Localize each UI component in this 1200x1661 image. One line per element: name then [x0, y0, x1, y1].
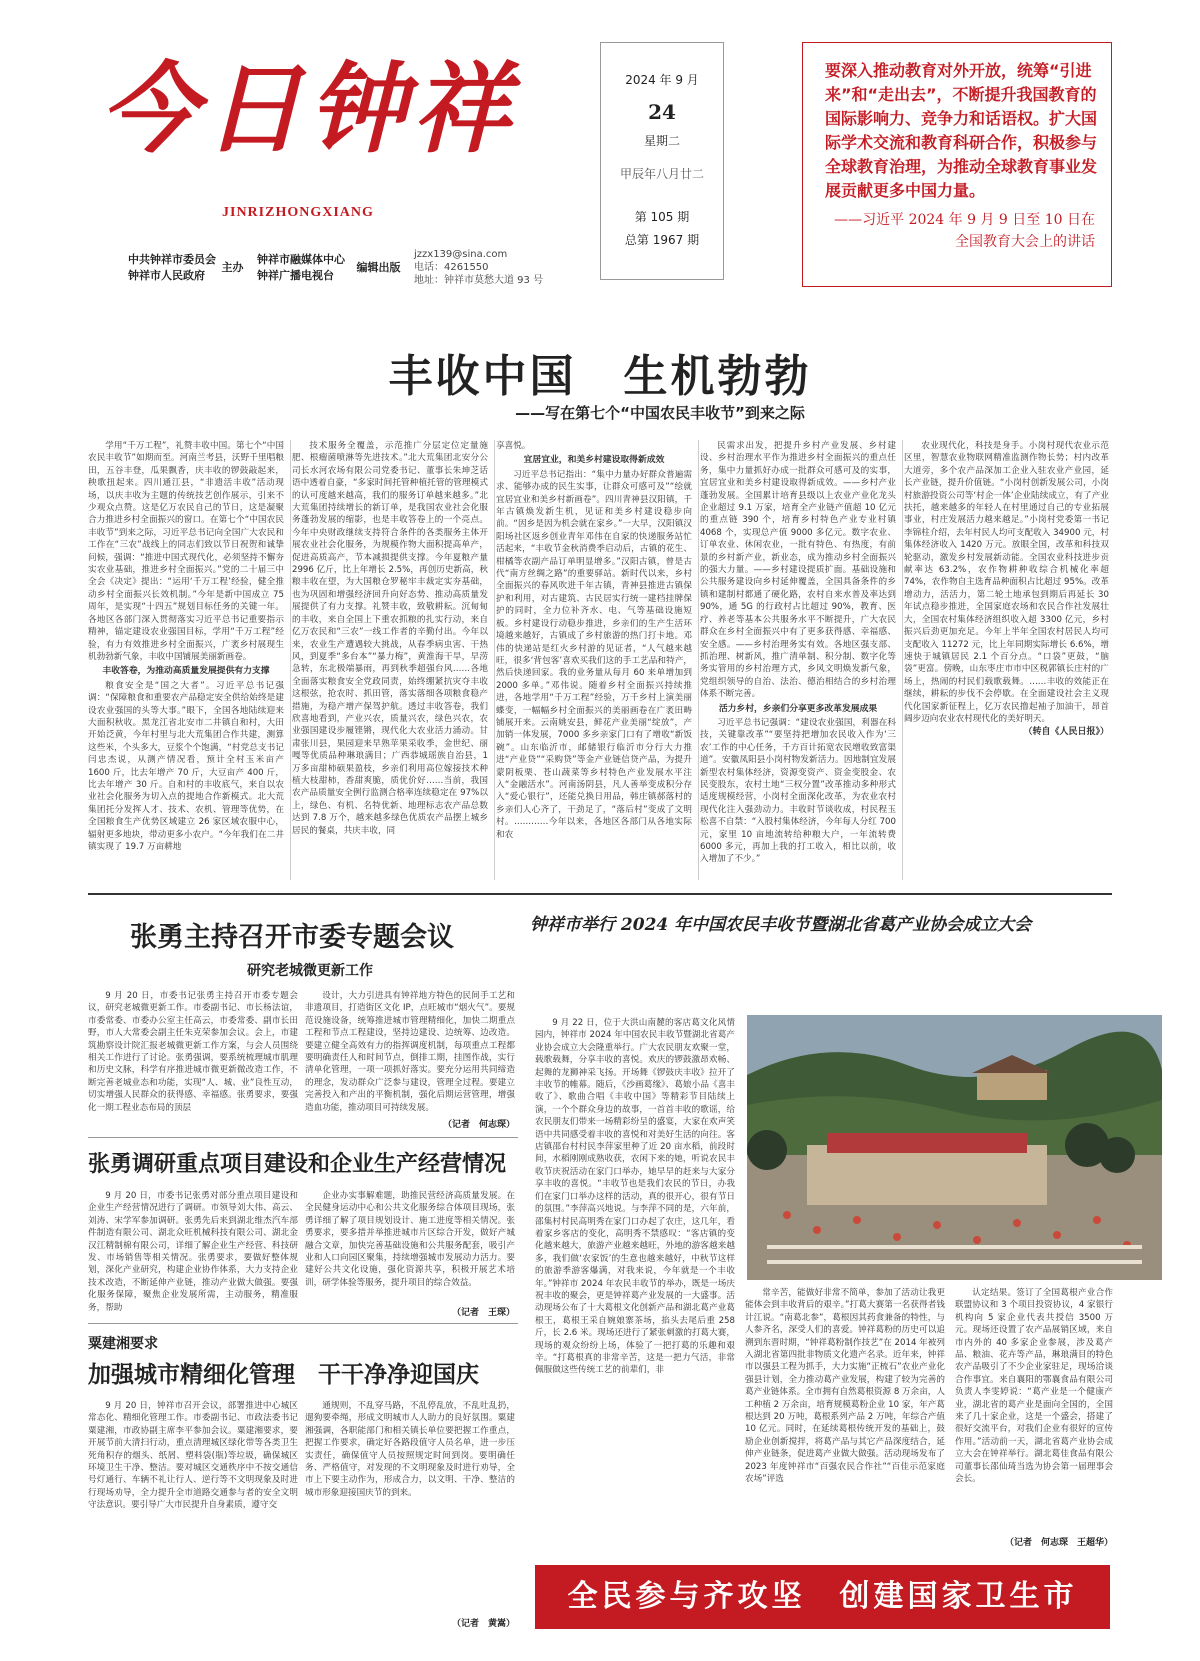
- festival-photo-illustration: [747, 1015, 1162, 1280]
- story4-column-2: [745, 1287, 945, 1552]
- lead-col2-text: 技术服务全覆盖，示范推广分层定位定量施肥、根瘤菌喷淋等先进技术。”北大荒集团北安分公司长水河农场有限公司党委书记、董事长朱坤芝话语中透着自豪，“多家时间托管种植托管的管理模式的认可度越来越高，我们的服务订单越来越多。”北大荒集团持续增长的新订单，是我国农业社会化服务蓬勃发展的缩影，也是丰收答卷上的一个亮点。今年中央财政继续支持符合条件的各类服务主体开展农业社会化服务，为规模作物大面积提高单产，促进高质高产，节本减损提供支撑。今年夏粮产量 2996 亿斤，比上年增长 2.5%，再创历史新高，秋粮丰收在望，为大国粮仓罗秘牢丰裁定实夯基础，也为巩固和增强经济回升向好态势、推动高质量发展提供了有力支撑。礼赞丰收，致敬耕耘。沉甸甸的丰收，来自全国上下重农抓粮的扎实行动，来自亿万农民和“三农”一线工作者的辛勤付出。今年以来，农业生产遭遇较大挑战，从春季病虫害、干热风，到夏季“多台本”“暴力梅”，黄淮海干旱，早涝急转，东北极端暴雨，再到秋季超强台风……各地全面落实粮食安全党政同责，始终绷紧抗灾夺丰收这根弦，抢农时、抓田管，落实落细各项粮食稳产措施，为稳产增产保驾护航。透过丰收答卷，我们欣喜地看到，产业兴农，质量兴农，绿色兴农，农业强国建设步履铿锵，现代化大农业活力涌动。甘肃张川县，果园迎来早熟苹果采收季，金世纪、丽嘎等优质品种琳琅满目；广西恭城瑶族自治县，1 万多亩甜柿硕果盈枝，乡亲们利用高位嫁接技术种植大枝甜柿，香甜爽脆，质优价好……当前，我国农产品质量安全例行监测合格率连续稳定在 97%以上，绿色、有机、名特优新、地理标志农产品总数达到 7.8 万个，越来越多绿色优质农产品摆上城乡居民的餐桌，共庆丰收，同: [292, 441, 488, 836]
- sponsor-left-2: 钟祥市人民政府: [128, 268, 205, 282]
- quote-text: 要深入推动教育对外开放，统筹“引进来”和“走出去”，不断提升我国教育的国际影响力、竞争力和话语权。扩大国际学术交流和教育科研合作，积极参与全球教育治理，为推动全球教育事业发展贡献更多中国力量。: [825, 61, 1098, 200]
- story3-byline: （记者 黄嵩）: [451, 1619, 515, 1629]
- story1-col1-text: 9 月 20 日，市委书记张勇主持召开市委专题会议，研究老城微更新工作。市委副书记、市长杨法谊，市委常委、市委办公室主任高云，市委常委、副市长田野，市人大常委会副主任朱克荣参加会议。会上，市建筑勘察设计院汇报老城微更新工作方案，与会人员围绕相关工作进行了讨论。张勇强调，要系统梳理城市肌理和历史文脉，科学有序推进城市微更新微改造工作，不断完善老城业态和功能，实现“人、城、业”良性互动，切实增强人民群众的获得感、幸福感。张勇要求，要强化一期工程业态布局的顶层: [88, 991, 298, 1113]
- story-divider: [88, 1137, 518, 1138]
- story1-col2-text: 设计，大力引进具有钟祥地方特色的民间手工艺和非遗项目，打造街区文化 IP，点旺城市“烟火气”。要规范设施设备，统筹推进城市管理精细化，加快二期重点工程和节点工程建设，坚持边建设、边统筹、边改造。要建立健全高效有力的指挥调度机制，每项重点工程都要明确责任人和时间节点，倒排工期，挂图作战，实行清单化管理，一项一项抓好落实。要充分运用共同缔造的理念，发动群众广泛参与建设，管理全过程。要建立完善投入和产出的平衡机制，强化后期运营管理，增强造血功能，推动项目可持续发展。: [305, 991, 515, 1113]
- story1-column-1: [88, 990, 298, 1130]
- sponsor-block: [128, 248, 543, 287]
- lead-col3-heading: 宜居宜业，和美乡村建设取得新成效: [523, 455, 665, 466]
- story4-title: 钟祥市举行 2024 年中国农民丰收节暨湖北省葛产业协会成立大会: [530, 915, 1032, 935]
- lead-col5-text: 农业现代化，科技是身手。小岗村现代农业示范区里，智慧农业物联网精准监测作物长势；村内改革大道旁，多个农产品深加工企业入驻农业产业园，延长产业链，提升价值链。“小岗村创新发展公司，小岗村旅游投资公司等‘村企一体’企业陆续成立，有了产业扶托，越来越多的年轻人在村里通过自己的专业拓展事业，村庄发展活力越来越足。”小岗村党委第一书记李锦柱介绍，去年村民人均可支配收入 34900 元，村集体经济收入 1420 万元。放眼全国，改革和科技双轮驱动，激发乡村发展新动能。全国农业科技进步贡献率达 63.2%，农作物耕种收综合机械化率超 74%，农作物自主选育品种面积占比超过 95%。改革增动力，活活力，第二轮土地承包到期后再延长 30 年试点稳步推进，全国家庭农场和农民合作社发展壮大，全国农村集体经济组织收入超 3300 亿元，乡村振兴后劲更加充足。今年上半年全国农村居民人均可支配收入 11272 元，比上年同期实际增长 6.6%，增速快于城镇居民 2.1 个百分点。“口袋”更鼓，“脑袋”更富。傍晚，山东枣庄市市中区税郭镇长庄村的广场上，热闹的村民们载歌载舞。……丰收的效能正在继续，耕耘的步伐不会停歇。在全面建设社会主义现代化国家新征程上，亿万农民撸起袖子加油干，昂首阔步迈向农业农村现代化的美好明天。: [904, 441, 1109, 724]
- quote-source: ——习近平 2024 年 9 月 9 日至 10 日在全国教育大会上的讲话: [834, 212, 1095, 250]
- date-day: 24: [648, 100, 676, 124]
- sponsor-left-1: 中共钟祥市委员会: [128, 252, 216, 266]
- masthead-title: 今日钟祥: [100, 52, 517, 167]
- story2-byline: （记者 王琛）: [451, 1308, 515, 1318]
- date-lunar: 甲辰年八月廿二: [619, 167, 704, 181]
- story2-column-2: [305, 1190, 515, 1305]
- story3-col1-text: 9 月 20 日，钟祥市召开会议，部署推进中心城区常态化、精细化管理工作。市委副书记、市政法委书记粟建湘，市政协副主席李平参加会议。粟建湘要求，要开展节前大清扫行动，重点清理城区绿化带等各类卫生死角积存的烟头、纸屑、塑料袋(瓶)等垃圾，确保城区环境卫生干净、整洁。要对城区交通秩序中不按交通信号灯通行、车辆不礼让行人、逆行等不文明现象及时进行现场劝导，全力提升全市道路交通参与者的安全文明守法意识。要引导广大市民提升自身素质，遵守交: [88, 1401, 298, 1511]
- lead-column-1: [88, 440, 291, 880]
- story2-col1-text: 9 月 20 日，市委书记张勇对部分重点项目建设和企业生产经营情况进行了调研。市领导刘大伟、高云、刘涛、宋学军参加调研。张勇先后来到湖北维杰汽车部件制造有限公司、湖北众旺机械科技有限公司、湖北金汉江精制棉有限公司，详细了解企业生产经营、科技研发、市场销售等相关情况。张勇要求，要做好整体规划，深化产业研究，构建企业协作体系，大力支持企业技术改造，不断延伸产业链，推动产业做大做强。要强化服务保障，聚焦企业发展所需，主动服务，精准服务，帮助: [88, 1191, 298, 1313]
- story3-column-2: [305, 1400, 515, 1610]
- story4-byline: （记者 何志琛 王超华）: [1004, 1538, 1113, 1548]
- story3-column-1: [88, 1400, 298, 1636]
- date-weekday: 星期二: [643, 134, 680, 148]
- lead-subheadline: ——写在第七个“中国农民丰收节”到来之际: [515, 404, 805, 422]
- lead-source: （转自《人民日报》）: [1023, 727, 1109, 738]
- story3-kicker: 粟建湘要求: [88, 1336, 158, 1352]
- story4-column-1: [535, 1017, 735, 1547]
- section-divider: [88, 893, 1112, 895]
- story4-col1-text: 9 月 22 日，位于大洪山南麓的客店葛文化风情园内，钟祥市 2024 年中国农民丰收节暨湖北省葛产业协会成立大会隆重举行。广大农民朋友欢聚一堂，载歌载舞，分享丰收的喜悦。欢庆的锣鼓激昂欢畅、起舞的龙狮神采飞扬。开场舞《锣鼓庆丰收》拉开了丰收节的帷幕。随后，《沙画葛缘》、葛娘小品《喜丰收了》、歌曲合唱《丰收中国》等精彩节目陆续上演，一个个群众身边的故事，一首首丰收的歌谣，给农民朋友们带来一场精彩纷呈的盛宴，大家在欢声笑语中共同感受着丰收的喜悦和对美好生活的向往。客店镇邵台村村民李萍家里种了近 20 亩水稻，前段时间，水稻刚刚成熟收获，农闲下来的她，听说农民丰收节庆祝活动在家门口举办，她早早的赶来与大家分享丰收的喜悦。“丰收节也是我们农民的节日，办我们在家门口举办这样的活动，真的很开心，很有节日的氛围。”李萍高兴地说。与李萍不同的是，六年前，邵集村村民高明秀在家门口办起了农庄，这几年，看着家乡客店的变化，高明秀不禁感叹：“客店镇的变化越来越大，旅游产业越来越旺，外地的游客越来越多，我们做‘农家饭’的生意也越来越好，中秋节这样的旅游季游客爆满，对我来说，今年就是一个丰收年。”钟祥市 2024 年农民丰收节的举办，既是一场庆祝丰收的聚会，更是钟祥葛产业发展的一大盛事。活动现场公布了十大葛根文化创新产品和湖北葛产业葛根王，葛根王采自婉娘寨茶场，掐头去尾后重 258 斤，长 2.6 米。现场还进行了紧张刺激的打葛大赛，现场的观众纷纷上场，体验了一把打葛的乐趣和艰辛。“打葛根真的非常辛苦，这是一把力气活，非常佩服做这些传统工艺的前辈们，非: [535, 1018, 735, 1376]
- story4-col3-text: 认定结果。签订了全国葛根产业合作联盟协议和 3 个项目投资协议，4 家银行机构向 5 家企业代表共授信 3500 万元。现场还设置了农产品展销区域，来自市内外的 40 多家企业参展，涉及葛产品、粮油、花卉等产品，琳琅满目的特色农产品吸引了不少企业家驻足，现场洽谈合作事宜。来自襄阳的鄂襄食品有限公司负责人李雯婷说：“葛产业是一个健康产业，湖北省的葛产业是面向全国的，全国来了几十家企业，这是一个盛会，搭建了很好交流平台，对我们企业有很好的宣传作用。”活动前一天，湖北省葛产业协会成立大会在钟祥举行。湖北葛佳食品有限公司董事长邵仙琦当选为协会第一届理事会会长。: [955, 1288, 1113, 1485]
- sponsor-right-1: 钟祥市融媒体中心: [257, 252, 345, 266]
- civic-banner: 全民参与齐攻坚 创建国家卫生市: [535, 1565, 1110, 1629]
- story1-byline: （记者 何志琛）: [442, 1120, 515, 1130]
- masthead-pinyin: JINRIZHONGXIANG: [222, 205, 374, 220]
- story2-title: 张勇调研重点项目建设和企业生产经营情况: [88, 1151, 507, 1177]
- quote-box: [802, 42, 1112, 287]
- lead-col4-text: 民需求出发，把提升乡村产业发展、乡村建设、乡村治理水平作为推进乡村全面振兴的重点任务，集中力量抓好办成一批群众可感可及的实事，宜居宜业和美乡村建设取得新成效。——乡村产业蓬勃发展。全国累计培育县级以上农业产业化龙头企业超过 9.1 万家，培育全产业链产值超 10 亿元的重点链 390 个，培育乡村特色产业专业村镇 4068 个，实现总产值 9000 多亿元。数字农业、订单农业、休闲农业，一批有特色、有热度，有前景的乡村新产业，新业态，成为推动乡村全面振兴的强大力量。——乡村建设提质扩面。基础设施和公共服务建设向乡村延伸覆盖，全国具备条件的乡镇和建制村都通了硬化路，农村自来水普及率达到 90%，通 5G 的行政村占比超过 90%，教育、医疗、养老等基本公共服务水平不断提升，广大农民群众在乡村全面振兴中有了更多获得感、幸福感、安全感。——乡村治理务实有效。各地区强支部、抓治理、树新风，推广清单制、积分制、数字化等务实管用的乡村治理方式，乡风文明焕发新气象，党组织领导的自治、法治、德治相结合的乡村治理体系不断完善。: [700, 441, 896, 700]
- lead-col4-heading: 活力乡村，乡亲们分享更多改革发展成果: [718, 703, 878, 714]
- story2-column-1: [88, 1190, 298, 1314]
- lead-col3-text: 习近平总书记指出：“集中力量办好群众普遍需求、能够办成的民生实事，让群众可感可及”“绘就宜居宜业和美乡村新画卷”。四川青神县汉阳镇，千年古镇焕发新生机，见证和美乡村建设稳步向前。“因乡是因为机会就在家乡。”一大早，汉阳镇汉阳场社区返乡创业青年邓伟在自家的快递服务站忙活起来，“丰收节金秋消费季启动后，古镇的花生、柑橘等农副产品订单明显增多。”汉阳古镇，曾是古代“南方丝绸之路”的重要驿站。新时代以来，乡村全面振兴的春风吹进千年古镇，青神县推进古镇保护和利用，对古建筑、古民居实行统一建档挂牌保护的同时，全力位补齐水、电、气等基础设施短板。乡村建设行动稳步推进，乡亲们的生产生活环境越来越好，古镇成了乡村旅游的热门打卡地。邓伟的快递站是红火乡村游的见证者，“人气越来越旺，很多‘背包客’喜欢买我们这的手工艺品和特产，然后快递回家。我的业务量从每月 60 来单增加到 2000 多单。”邓伟说。随着乡村全面振兴持续推进，各地学用“千万工程”经验，万千乡村上演美丽蝶变，一幅幅乡村全面振兴的美丽画卷在广袤田畴铺展开来。云南姚安县，鲜花产业美丽“绽放”，产加销一体发展，7000 多乡亲家门口有了增收“新饭碗”。山东临沂市，邮储银行临沂市分行大力推进“产业贷”“采购贷”等金产业链信贷产品，为提升蒙阴板栗、苍山蔬菜等乡村特色产业发展水平注入“金融活水”。河南汤阴县，凡人善举变成积分存入“爱心银行”，还能兑换日用品，韩庄镇郝落村的乡亲们人心齐了，干劲足了，“落后村”变成了文明村。…………今年以来，各地区各部门从各地实际和农: [496, 469, 692, 840]
- sponsor-tag: 主办: [221, 260, 244, 274]
- lead-column-4: [700, 440, 903, 880]
- story3-col2-text: 通规则，不乱穿马路，不乱停乱放，不乱吐乱扔，遛狗要牵绳，形成文明城市人人助力的良好氛围。粟建湘强调，各职能部门和相关镇长单位要把握工作重点，把握工作要求，确定好各路段值守人员名单，进一步压实责任，确保值守人员按照规定时间到岗。要明确任务、严格值守，对发现的不文明现象及时进行劝导，全市上下要主动作为，形成合力，以文明、干净、整洁的城市形象迎接国庆节的到来。: [305, 1401, 515, 1498]
- lead-col1-text: 学用“千万工程”，礼赞丰收中国。第七个“中国农民丰收节”如期而至。河南兰考县，沃野千里唱粮田，五谷丰登，瓜果飘香，庆丰收的锣鼓敲起来，秧歌扭起来。四川通江县，“非遗活丰收”活动现场，以庆丰收为主题的传统技艺创作展示，引来不少观众点赞。这是亿万农民自己的节日，这是凝聚合力推进乡村全面振兴的窗口。在第七个“中国农民丰收节”到来之际，习近平总书记向全国广大农民和工作在“三农”战线上的同志们致以节日祝贺和诚挚问候，强调：“推进中国式现代化，必须坚持不懈夯实农业基础，推进乡村全面振兴。”党的二十届三中全会《决定》提出：“运用‘千万工程’经验，健全推动乡村全面振兴长效机制。”今年是新中国成立 75 周年，是实现“十四五”规划目标任务的关键一年。各地区各部门深入贯彻落实习近平总书记重要指示精神，锚定建设农业强国目标，学用“千万工程”经验，有力有效推进乡村全面振兴，广袤乡村展现生机勃勃新气象，丰收中国铺展美丽新画卷。: [88, 441, 284, 662]
- lead-column-2: [292, 440, 495, 880]
- sponsor-right-2: 钟祥广播电视台: [257, 268, 334, 282]
- story1-subtitle: 研究老城微更新工作: [247, 963, 373, 979]
- lead-col3-intro: 享喜悦。: [496, 441, 531, 451]
- issue-number: 第 105 期: [634, 210, 690, 224]
- lead-col1b-text: 粮食安全是“国之大者”。习近平总书记强调：“保障粮食和重要农产品稳定安全供给始终是建设农业强国的头等大事。”眼下，全国各地陆续迎来大面积秋收。黑龙江省北安市二井镇自和村，大田开始泛黄，今年村里与北大荒集团合作共建，测算这些米，个头多大，豆浆个个饱满，“村党总支书记闫忠杰说，从测产情况看，预计全村玉米亩产 1600 斤，比去年增产 70 斤，大豆亩产 400 斤，比去年增产 30 斤。自和村的丰收底气，来自以农业社会化服务为切入点的提地合作新模式。北大荒集团托分发挥人才、技术、农机、管理等优势，在全国粮食生产优势区域建立 26 家区域农服中心，辐射更多地块，带动更多小农户。“今年我们在二井镇实现了 19.7 万亩耕地: [88, 680, 284, 852]
- story3-title: 加强城市精细化管理 干干净净迎国庆: [88, 1361, 479, 1388]
- date-year-month: 2024 年 9 月: [625, 73, 699, 87]
- lead-column-3: [496, 440, 699, 880]
- festival-photo: [747, 1015, 1162, 1280]
- story1-title: 张勇主持召开市委专题会议: [130, 922, 454, 953]
- contact-address: 地址：钟祥市莫愁大道 93 号: [414, 275, 544, 286]
- date-box: [600, 42, 724, 280]
- lead-col4b-text: 习近平总书记强调：“建设农业强国，利器在科技，关键靠改革”“要坚持把增加农民收入作为‘三农’工作的中心任务，千方百计拓宽农民增收致富渠道”。安徽凤阳县小岗村物发新活力。因地制宜发展新型农村集体经济，资源变资产、资金变股金、农民变股东，农村土地“三权分置”改革推动多种形式适度规模经营，小岗村全面深化改革，为农业农村现代化注入强劲动力。丰收时节谈收成，村民程玉松喜不自禁：“入股村集体经济，今年每人分红 700 元，家里 10 亩地流转给种粮大户，一年流转费 6000 多元，再加上我的打工收入，相比以前，收入增加了不少。”: [700, 717, 896, 865]
- lead-col1-heading: 丰收答卷，为推动高质量发展提供有力支撑: [102, 666, 270, 677]
- contact-phone: 电话：4261550: [414, 262, 489, 273]
- masthead-logo: [100, 52, 520, 205]
- story-divider-2: [88, 1323, 518, 1324]
- story4-col2-text: 常辛苦，能做好非常不简单，参加了活动让我更能体会到丰收背后的艰辛。”打葛大赛第一名获得者钱计江说。“南葛北参”，葛根因其药食兼备的特性，与人参齐名，深受人们的喜爱。钟祥葛粉的历史可以追溯到东晋时期，“钟祥葛粉制作技艺”在 2014 年被列入湖北省第四批非物质文化遗产名录。近年来，钟祥市以强县工程为抓手，大力实施“正梳石”农业产业化强县计划，全力推动葛产业发展，构建了较为完善的葛产业链体系。全市拥有自然葛根资源 8 万余亩，人工种植 2 万余亩，培育规模葛粉企业 10 家，年产葛根达到 20 万吨，葛根系列产品 2 万吨，年综合产值 10 亿元。同时，在延续葛根传统开发的基础上，鼓励企业创新搅拌，将葛产品与其它产品深度结合，延伸产业链条，促进葛产业做大做强。活动现场发布了 2023 年度钟祥市“百强农民合作社”“百佳示范家庭农场”评选: [745, 1288, 945, 1485]
- publisher-tag: 编辑出版: [356, 260, 401, 274]
- contact-email[interactable]: jzzx139@sina.com: [414, 249, 508, 260]
- story2-col2-text: 企业办实事解难题，助推民营经济高质量发展。在全民健身运动中心和公共文化服务综合体项目现场，张勇详细了解了项目规划设计、施工进度等相关情况。张勇要求，要多措并举推进城市片区综合开发，做好产城融合文章，加快完善基础设施和公共服务配套，吸引产业和人口向园区聚集，持续增强城市发展动力活力。要建好公共文化设施，强化资源共享，积极开展艺术培训，研学体验等服务，提升项目的综合效益。: [305, 1191, 515, 1288]
- lead-column-5: [904, 440, 1109, 880]
- total-issue-number: 总第 1967 期: [624, 233, 700, 247]
- story4-column-3: [955, 1287, 1113, 1532]
- story1-column-2: [305, 990, 515, 1115]
- lead-headline: 丰收中国 生机勃勃: [388, 351, 812, 402]
